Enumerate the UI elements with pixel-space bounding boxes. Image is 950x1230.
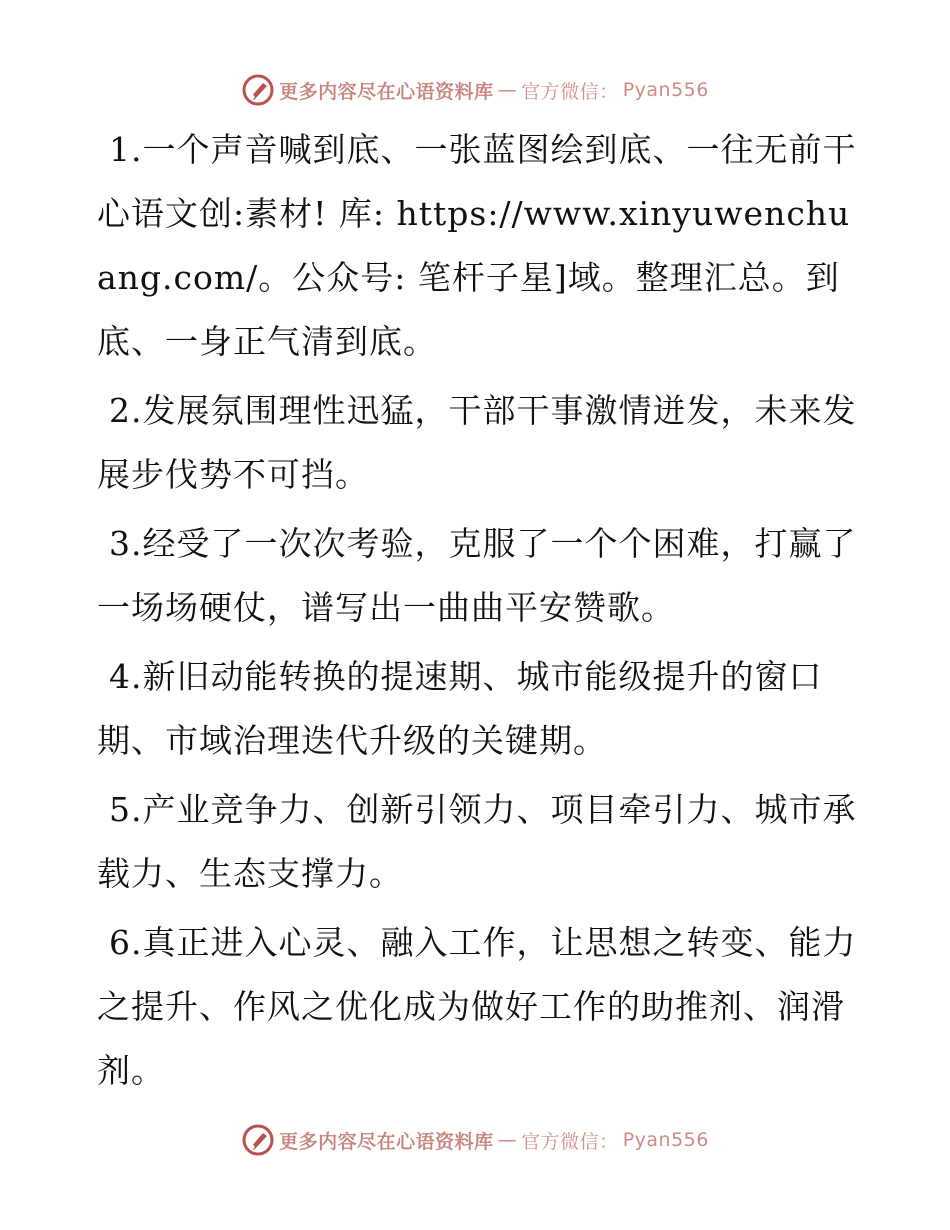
header-watermark: [0, 70, 950, 110]
watermark-dash: —: [497, 1129, 518, 1151]
watermark-wechat-label: 官方微信：: [521, 1130, 619, 1153]
list-item: 1.一个声音喊到底、一张蓝图绘到底、一往无前干心语文创:素材! 库: https://www.xinyuwenchuang.com/。公众号: 笔杆子星]域。整理汇总。到底、一身正气清到底。: [97, 130, 857, 361]
watermark-main-text: 更多内容尽在心语资料库: [279, 1130, 494, 1153]
list-item: 5.产业竞争力、创新引领力、项目牵引力、城市承载力、生态支撑力。: [97, 790, 857, 893]
pen-logo-icon: [241, 1123, 275, 1157]
list-item: 2.发展氛围理性迅猛，干部干事激情迸发，未来发展步伐势不可挡。: [97, 391, 857, 494]
watermark-wechat-id: Pyan556: [622, 1129, 709, 1151]
watermark-main-text: 更多内容尽在心语资料库: [279, 80, 494, 103]
list-item: 4.新旧动能转换的提速期、城市能级提升的窗口期、市域治理迭代升级的关键期。: [97, 657, 823, 760]
watermark-wechat-label: 官方微信：: [521, 80, 619, 103]
pen-logo-icon: [241, 73, 275, 107]
watermark-dash: —: [497, 79, 518, 101]
footer-watermark: [0, 1120, 950, 1160]
watermark-wechat-id: Pyan556: [622, 79, 709, 101]
document-body: [97, 118, 857, 1108]
list-item: 6.真正进入心灵、融入工作，让思想之转变、能力之提升、作风之优化成为做好工作的助推剂、润滑剂。: [97, 923, 857, 1090]
list-item: 3.经受了一次次考验，克服了一个个困难，打赢了一场场硬仗，谱写出一曲曲平安赞歌。: [97, 524, 857, 627]
